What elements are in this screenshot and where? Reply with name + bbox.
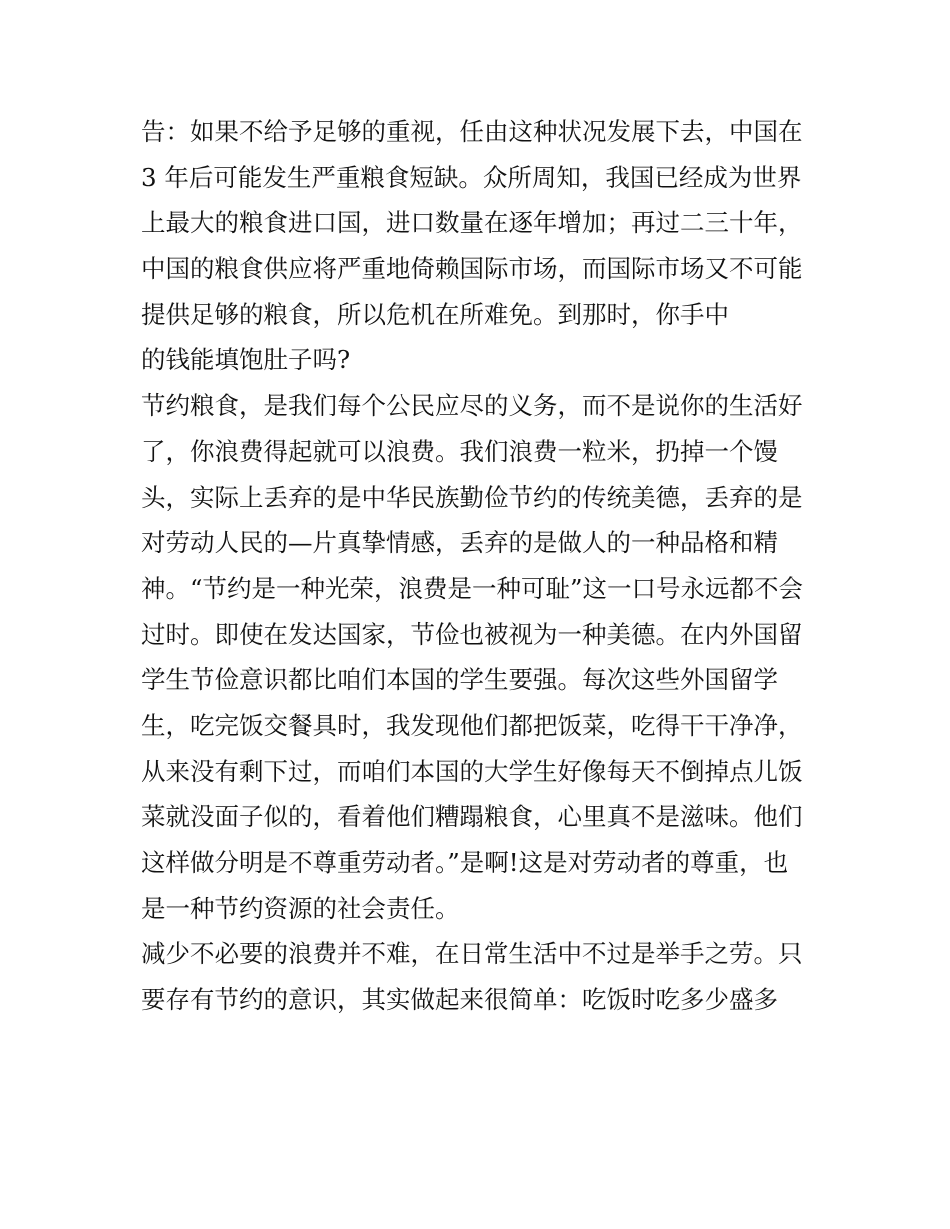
text-line: 过时。即使在发达国家，节俭也被视为一种美德。在内外国留 xyxy=(141,619,803,649)
text-line: 头，实际上丢弃的是中华民族勤俭节约的传统美德，丢弃的是 xyxy=(141,482,803,512)
text-line: 对劳动人民的—片真挚情感，丢弃的是做人的一种品格和精 xyxy=(141,528,778,558)
text-line: 3 年后可能发生严重粮食短缺。众所周知，我国已经成为世界 xyxy=(141,162,802,192)
text-line: 的钱能填饱肚子吗? xyxy=(141,345,351,375)
text-line: 从来没有剩下过，而咱们本国的大学生好像每天不倒掉点儿饭 xyxy=(141,756,803,786)
text-line: 是一种节约资源的社会责任。 xyxy=(141,893,460,923)
text-line: 要存有节约的意识，其实做起来很简单：吃饭时吃多少盛多 xyxy=(141,985,778,1015)
text-line: 了，你浪费得起就可以浪费。我们浪费一粒米，扔掉一个馒 xyxy=(141,436,778,466)
text-line: 节约粮食，是我们每个公民应尽的义务，而不是说你的生活好 xyxy=(141,391,803,421)
text-line: 神。“节约是一种光荣，浪费是一种可耻”这一口号永远都不会 xyxy=(141,573,804,603)
document-body xyxy=(141,109,821,1023)
text-line: 学生节俭意识都比咱们本国的学生要强。每次这些外国留学 xyxy=(141,665,778,695)
text-line: 生，吃完饭交餐具时，我发现他们都把饭菜，吃得干干净净， xyxy=(141,710,803,740)
text-line: 这样做分明是不尊重劳动者。”是啊!这是对劳动者的尊重，也 xyxy=(141,848,789,877)
text-line: 减少不必要的浪费并不难，在日常生活中不过是举手之劳。只 xyxy=(141,939,803,969)
text-line: 上最大的粮食进口国，进口数量在逐年增加；再过二三十年， xyxy=(141,208,803,238)
text-line: 中国的粮食供应将严重地倚赖国际市场，而国际市场又不可能 xyxy=(141,254,803,284)
text-line: 告：如果不给予足够的重视，任由这种状况发展下去，中国在 xyxy=(141,117,803,146)
text-line: 提供足够的粮食，所以危机在所难免。到那时，你手中 xyxy=(141,299,729,329)
text-line: 菜就没面子似的，看着他们糟蹋粮食，心里真不是滋味。他们 xyxy=(141,802,803,832)
